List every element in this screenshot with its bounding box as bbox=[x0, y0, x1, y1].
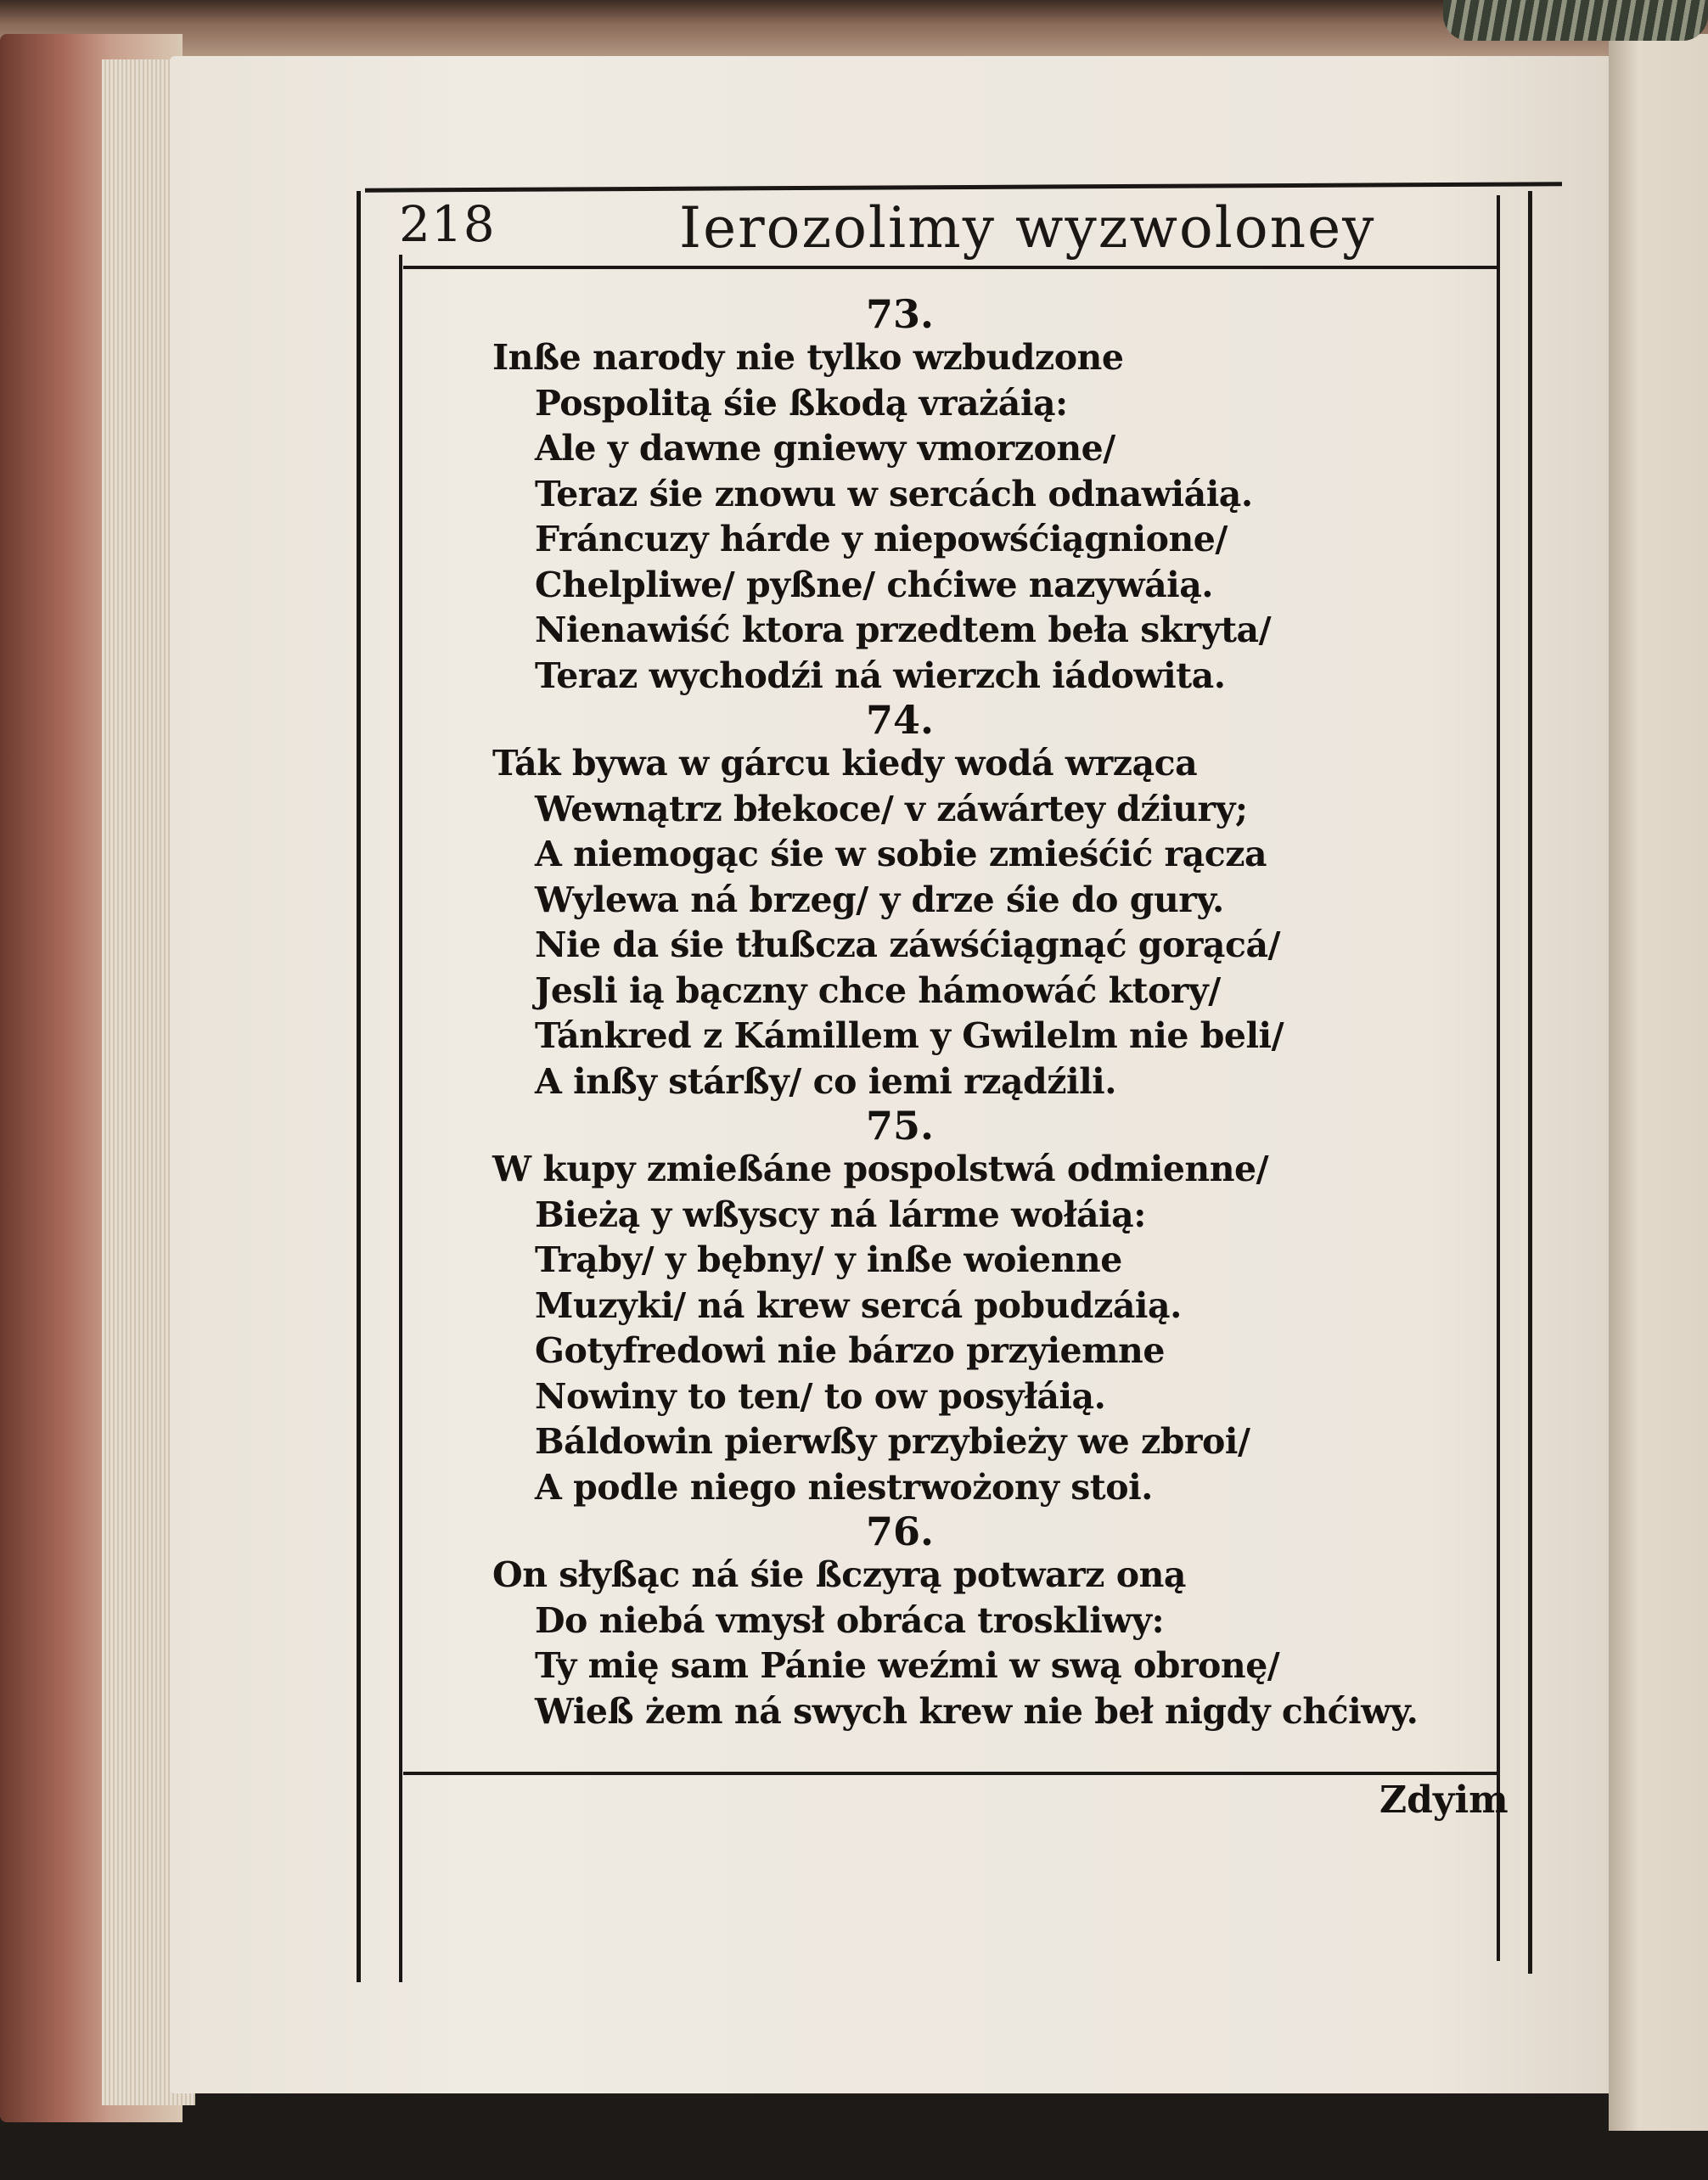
stanza bbox=[492, 293, 1469, 699]
verse-line: Trąby/ y bębny/ y inße woienne bbox=[535, 1239, 1122, 1280]
verse-line: Jesli ią bączny chce hámowáć ktory/ bbox=[535, 969, 1221, 1011]
facing-page-gutter bbox=[1609, 34, 1708, 2131]
running-title: Ierozolimy wyzwoloney bbox=[679, 195, 1376, 261]
verse-line: Inße narody nie tylko wzbudzone bbox=[492, 337, 1124, 378]
stanza-number: 76. bbox=[865, 1509, 935, 1554]
stanza-number: 74. bbox=[865, 697, 935, 743]
verse-line: W kupy zmießáne pospolstwá odmienne/ bbox=[492, 1149, 1269, 1189]
verse-line: Wylewa ná brzeg/ y drze śie do gury. bbox=[535, 879, 1224, 920]
stanza-number: 75. bbox=[865, 1103, 935, 1149]
verse-line: Gotyfredowi nie bárzo przyiemne bbox=[535, 1330, 1165, 1371]
frame-footer-rule bbox=[403, 1772, 1498, 1775]
verse-line: Ale y dawne gniewy vmorzone/ bbox=[535, 428, 1115, 469]
verse-line: Teraz wychodźi ná wierzch iádowita. bbox=[535, 655, 1226, 696]
spine-cord bbox=[1443, 0, 1708, 41]
verse-line: Báldowin pierwßy przybieży we zbroi/ bbox=[535, 1421, 1250, 1462]
verse-line: A podle niego niestrwożony stoi. bbox=[535, 1466, 1153, 1508]
verse-line: Muzyki/ ná krew sercá pobudzáią. bbox=[535, 1284, 1182, 1326]
frame-inner-left-rule bbox=[399, 255, 402, 1982]
verse-line: A niemogąc śie w sobie zmieśćić rącza bbox=[535, 834, 1267, 874]
verse-line: Ták bywa w gárcu kiedy wodá wrząca bbox=[492, 743, 1198, 784]
page-number: 218 bbox=[399, 195, 496, 253]
frame-outer-left-rule bbox=[357, 191, 361, 1982]
verse-line: Teraz śie znowu w sercách odnawiáią. bbox=[535, 473, 1253, 514]
verse-line: Fráncuzy hárde y niepowśćiągnione/ bbox=[535, 519, 1228, 559]
frame-inner-right-rule bbox=[1497, 195, 1500, 1961]
verse-line: Nie da śie tłußcza záwśćiągnąć gorącá/ bbox=[535, 924, 1280, 965]
verse-line: Tánkred z Kámillem y Gwilelm nie beli/ bbox=[535, 1015, 1284, 1056]
verse-line: Wieß żem ná swych krew nie beł nigdy chćiwy. bbox=[535, 1690, 1419, 1732]
page-header bbox=[399, 195, 1503, 272]
verse-line: Nienawiść ktora przedtem beła skryta/ bbox=[535, 610, 1272, 650]
catchword: Zdyim bbox=[1379, 1778, 1509, 1822]
stanza bbox=[492, 1104, 1469, 1510]
frame-outer-right-rule bbox=[1528, 191, 1532, 1974]
verse-line: Ty mię sam Pánie weźmi w swą obronę/ bbox=[535, 1645, 1280, 1686]
stanza bbox=[492, 699, 1469, 1104]
verse-line: Nowiny to ten/ to ow posyłáią. bbox=[535, 1375, 1106, 1417]
verse-line: Bieżą y wßyscy ná lárme wołáią: bbox=[535, 1194, 1146, 1235]
verse-line: Chelpliwe/ pyßne/ chćiwe nazywáią. bbox=[535, 564, 1214, 605]
verse-line: A inßy stárßy/ co iemi rządźili. bbox=[535, 1060, 1117, 1102]
verse-line: Pospolitą śie ßkodą vrażáią: bbox=[535, 382, 1068, 424]
verse-line: Do niebá vmysł obráca troskliwy: bbox=[535, 1599, 1165, 1641]
verse-line: Wewnątrz błekoce/ v záwártey dźiury; bbox=[535, 788, 1248, 829]
stanza bbox=[492, 1510, 1469, 1734]
poem-text bbox=[492, 293, 1469, 1734]
verse-line: On słyßąc ná śie ßczyrą potwarz oną bbox=[492, 1554, 1186, 1595]
stanza-number: 73. bbox=[865, 291, 935, 337]
